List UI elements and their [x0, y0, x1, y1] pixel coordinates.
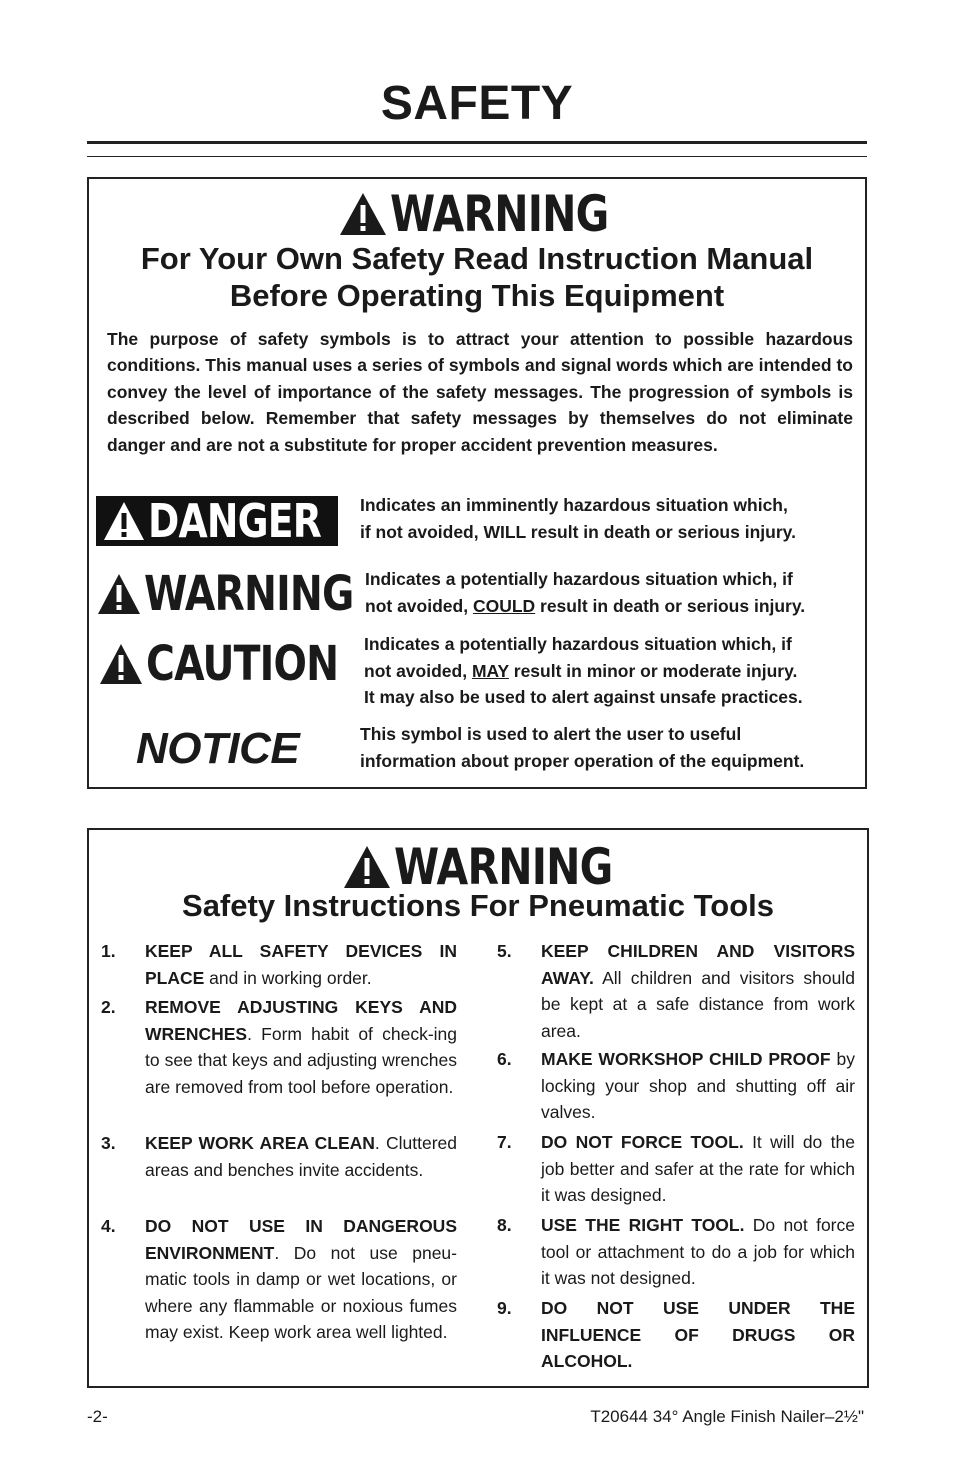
instruction-bold: REMOVE ADJUSTING KEYS AND WRENCHES [145, 997, 457, 1044]
instruction-number: 6. [497, 1049, 512, 1069]
instruction-text: and in working order. [204, 967, 372, 988]
warning-desc-line1: Indicates a potentially hazardous situation which, if [365, 569, 793, 589]
warning-desc-could: COULD [472, 595, 536, 616]
caution-desc-line3: It may also be used to alert against unsafe practices. [364, 687, 803, 707]
warning-word: WARNING [390, 185, 609, 243]
instruction-number: 1. [101, 941, 116, 961]
caution-word: CAUTION [146, 636, 339, 692]
footer-model-title: T20644 34° Angle Finish Nailer–2½" [590, 1407, 864, 1426]
danger-word: DANGER [148, 494, 321, 548]
instruction-number: 5. [497, 941, 512, 961]
notice-label: NOTICE [136, 724, 300, 773]
intro-paragraph: The purpose of safety symbols is to attract your attention to possible hazardous conditions. This manual uses a series of symbols and signal words which are intended to convey the level of importance of the safety messages. The progression of symbols is described below. Remember that safety messages by themselves do not eliminate danger and are not a substitute for proper accident prevention measures. [107, 329, 853, 455]
instruction-bold: KEEP ALL SAFETY DEVICES IN PLACE [145, 941, 457, 988]
warning-desc-line2-pre: not avoided, [365, 595, 473, 616]
instruction-bold: MAKE WORKSHOP CHILD PROOF [541, 1049, 831, 1069]
instruction-bold: KEEP CHILDREN AND VISITORS AWAY. [541, 941, 855, 988]
danger-desc-line1: Indicates an imminently hazardous situation which, [360, 495, 788, 515]
instruction-number: 2. [101, 997, 116, 1017]
instruction-text: . Form habit of check-ing to see that keys and adjusting wrenches are removed from tool before operation. [145, 1023, 457, 1097]
warning-desc-line2-post: result in death or serious injury. [535, 595, 806, 616]
footer-page-number: -2- [87, 1407, 108, 1426]
caution-desc-line2-pre: not avoided, [364, 660, 472, 681]
instruction-bold: DO NOT FORCE TOOL. [541, 1132, 744, 1152]
instruction-number: 4. [101, 1216, 116, 1236]
pneumatic-warning-word: WARNING [394, 838, 613, 896]
box-heading-line2: Before Operating This Equipment [229, 278, 725, 313]
instruction-text: It will do the job better and safer at the rate for which it was designed. [541, 1132, 855, 1205]
instruction-number: 9. [497, 1298, 512, 1318]
instruction-bold: USE THE RIGHT TOOL. [541, 1215, 745, 1235]
notice-desc-line2: information about proper operation of the equipment. [360, 750, 805, 771]
instruction-text: . Do not use pneu-matic tools in damp or wet locations, or where any flammable or noxious fumes may exist. Keep work area well lighted. [145, 1242, 457, 1342]
pneumatic-heading: Safety Instructions For Pneumatic Tools [182, 888, 774, 923]
instruction-bold: DO NOT USE IN DANGEROUS ENVIRONMENT [145, 1216, 457, 1263]
warning-level-word: WARNING [144, 566, 354, 622]
instruction-text: by locking your shop and shutting off air valves. [541, 1049, 855, 1122]
instruction-number: 8. [497, 1215, 512, 1235]
instruction-text: All children and visitors should be kept at a safe distance from work area. [541, 967, 855, 1041]
instruction-number: 7. [497, 1132, 512, 1152]
instruction-bold: KEEP WORK AREA CLEAN [145, 1133, 375, 1153]
danger-desc-line2: if not avoided, WILL result in death or serious injury. [360, 521, 796, 542]
caution-desc-line1: Indicates a potentially hazardous situation which, if [364, 634, 792, 654]
box-heading-line1: For Your Own Safety Read Instruction Manual [140, 241, 814, 276]
instruction-text: Do not force tool or attachment to do a job for which it was not designed. [541, 1215, 855, 1288]
instruction-text: . Cluttered areas and benches invite accidents. [145, 1133, 457, 1180]
notice-desc-line1: This symbol is used to alert the user to useful [360, 724, 742, 744]
caution-desc-line2-post: result in minor or moderate injury. [508, 660, 798, 681]
caution-desc-may: MAY [471, 660, 509, 681]
instruction-bold: DO NOT USE UNDER THE INFLUENCE OF DRUGS OR ALCOHOL. [541, 1298, 855, 1371]
instruction-number: 3. [101, 1133, 116, 1153]
page-title: SAFETY [380, 77, 574, 130]
